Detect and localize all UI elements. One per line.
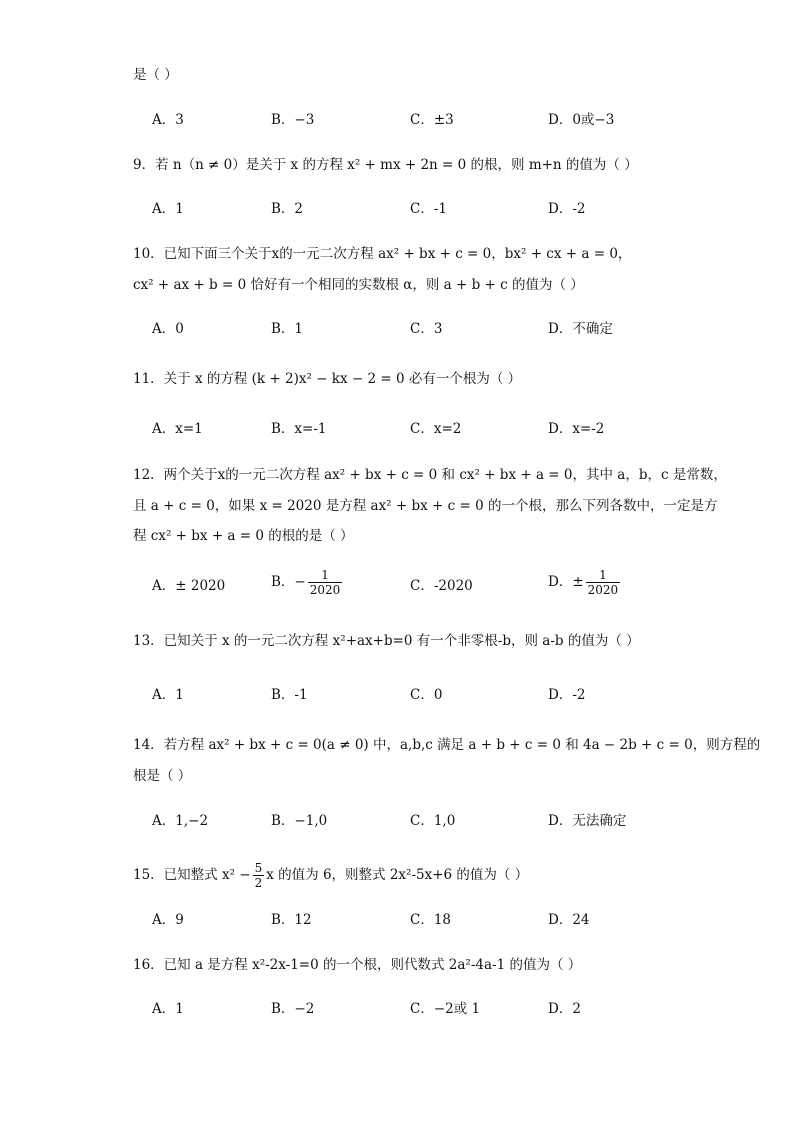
q15-option-a: A．9 [152, 912, 184, 928]
q9-options [0, 199, 794, 219]
q12-option-d [548, 568, 622, 597]
q8-option-d: D．0或−3 [548, 112, 615, 128]
q14-stem-line1: 14．若方程 ax² + bx + c = 0(a ≠ 0) 中，a,b,c 满足 a + b + c = 0 和 4a − 2b + c = 0，则方程的 [133, 737, 761, 753]
q13-options [0, 685, 794, 705]
q9-stem: 9．若 n（n ≠ 0）是关于 x 的方程 x² + mx + 2n = 0 的根，则 m+n 的值为（ ） [133, 157, 638, 173]
q11-option-a: A．x=1 [152, 421, 203, 437]
q13-option-b: B．-1 [271, 687, 308, 703]
q11-options [0, 419, 794, 439]
q12-option-d-prefix: D．± [548, 574, 584, 590]
q11-stem: 11．关于 x 的方程 (k + 2)x² − kx − 2 = 0 必有一个根为（ ） [133, 371, 522, 387]
q9-option-b: B．2 [271, 201, 304, 217]
q13-option-d: D．-2 [548, 687, 586, 703]
q16-option-c: C．−2或 1 [410, 1001, 481, 1017]
q12-stem-line2: 且 a + c = 0，如果 x = 2020 是方程 ax² + bx + c = 0 的一个根，那么下列各数中，一定是方 [133, 498, 718, 514]
q15-option-c: C．18 [410, 912, 452, 928]
q14-option-c: C．1,0 [410, 813, 456, 829]
q16-stem: 16．已知 a 是方程 x²-2x-1=0 的一个根，则代数式 2a²-4a-1 的值为（ ） [133, 957, 582, 973]
fraction-denominator: 2020 [309, 583, 341, 597]
q10-option-d: D．不确定 [548, 321, 613, 337]
q10-option-c: C．3 [410, 321, 443, 337]
fraction-denominator: 2020 [587, 583, 619, 597]
q12-option-c: C．-2020 [410, 578, 473, 594]
q16-options [0, 999, 794, 1019]
q8-stem-end: 是（ ） [133, 67, 178, 83]
q15-fraction [253, 861, 265, 890]
q12-option-b-fraction [308, 568, 343, 597]
q14-stem-line2: 根是（ ） [133, 768, 192, 784]
q10-stem-line1: 10．已知下面三个关于x的一元二次方程 ax² + bx + c = 0，bx² + cx + a = 0， [133, 246, 632, 262]
q14-option-d: D．无法确定 [548, 813, 627, 829]
q15-stem-prefix: 15．已知整式 x² − [133, 867, 251, 883]
fraction-denominator: 2 [254, 876, 263, 890]
q12-option-b [271, 568, 344, 597]
q12-option-d-fraction [586, 568, 621, 597]
q9-option-a: A．1 [152, 201, 184, 217]
q13-option-a: A．1 [152, 687, 184, 703]
q9-option-c: C．-1 [410, 201, 447, 217]
q8-option-b: B．−3 [271, 112, 315, 128]
q14-options [0, 811, 794, 831]
q12-stem-line3: 程 cx² + bx + a = 0 的根的是（ ） [133, 528, 354, 544]
q14-option-a: A．1,−2 [152, 813, 209, 829]
q15-stem-suffix: x 的值为 6，则整式 2x²-5x+6 的值为（ ） [266, 867, 529, 883]
q15-option-d: D．24 [548, 912, 590, 928]
q11-option-c: C．x=2 [410, 421, 462, 437]
fraction-numerator: 5 [254, 861, 263, 875]
q16-option-d: D．2 [548, 1001, 581, 1017]
q13-stem: 13．已知关于 x 的一元二次方程 x²+ax+b=0 有一个非零根-b，则 a-b 的值为（ ） [133, 633, 640, 649]
q8-option-c: C．±3 [410, 112, 454, 128]
q14-option-b: B．−1,0 [271, 813, 328, 829]
q12-option-b-prefix: B．− [271, 574, 306, 590]
q10-stem-line2: cx² + ax + b = 0 恰好有一个相同的实数根 α，则 a + b + c 的值为（ ） [133, 277, 584, 293]
q15-stem [133, 861, 528, 890]
q9-option-d: D．-2 [548, 201, 586, 217]
fraction-numerator: 1 [308, 568, 343, 583]
q10-option-b: B．1 [271, 321, 304, 337]
q13-option-c: C．0 [410, 687, 443, 703]
q11-option-b: B．x=-1 [271, 421, 327, 437]
fraction-numerator: 1 [586, 568, 621, 583]
q10-options [0, 319, 794, 339]
q16-option-b: B．−2 [271, 1001, 315, 1017]
q8-option-a: A．3 [152, 112, 184, 128]
q16-option-a: A．1 [152, 1001, 184, 1017]
q15-option-b: B．12 [271, 912, 312, 928]
q8-options [0, 110, 794, 130]
q12-option-a: A．± 2020 [152, 578, 226, 594]
q15-options [0, 910, 794, 930]
q12-options [0, 568, 794, 597]
q11-option-d: D．x=-2 [548, 421, 605, 437]
q10-option-a: A．0 [152, 321, 184, 337]
q12-stem-line1: 12．两个关于x的一元二次方程 ax² + bx + c = 0 和 cx² + bx + a = 0，其中 a，b，c 是常数， [133, 467, 727, 483]
